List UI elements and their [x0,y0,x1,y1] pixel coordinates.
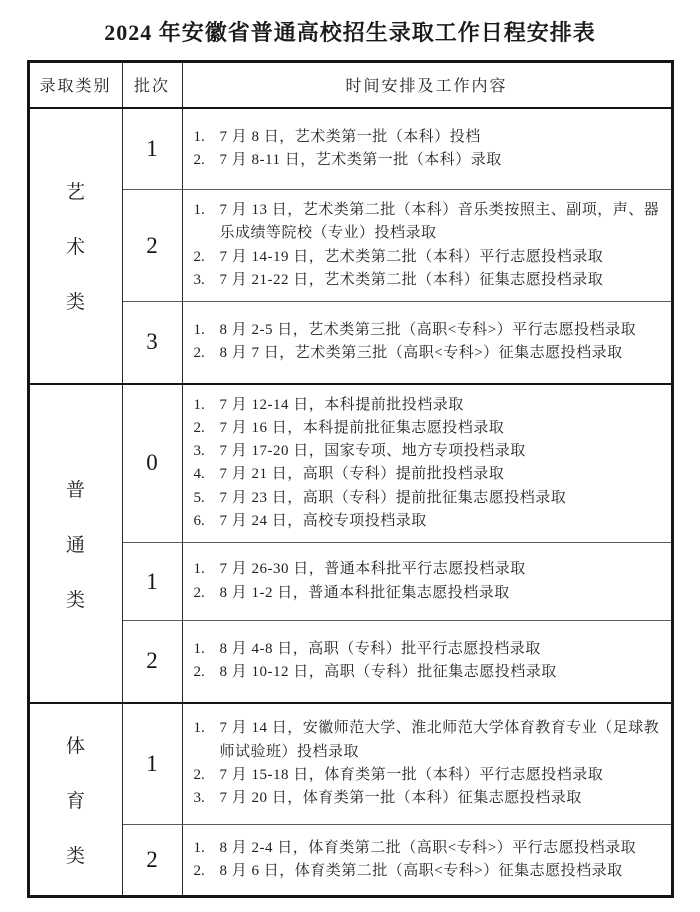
item-number: 1. [193,561,205,578]
schedule-item [194,269,665,292]
item-text: 7 月 14-19 日，艺术类第二批（本科）平行志愿投档录取 [219,248,604,265]
schedule-item [194,417,665,440]
category-char: 体 [65,735,85,757]
item-number: 2. [193,248,205,265]
item-text: 7 月 24 日，高校专项投档录取 [219,512,427,529]
batch-cell: 2 [122,190,182,302]
item-text: 7 月 15-18 日，体育类第一批（本科）平行志愿投档录取 [219,766,604,783]
category-cell [28,384,122,703]
schedule-item [194,126,665,149]
item-number: 1. [193,396,205,413]
batch-cell: 3 [122,302,182,384]
category-label [30,177,122,314]
schedule-item [194,860,665,883]
category-label [30,731,122,868]
category-cell [28,108,122,384]
item-number: 1. [193,839,205,856]
header-batch: 批次 [122,62,182,108]
schedule-item [194,510,665,533]
item-text: 8 月 2-4 日，体育类第二批（高职<专科>）平行志愿投档录取 [219,839,637,856]
item-number: 2. [193,419,205,436]
schedule-item [194,837,665,860]
schedule-item [194,717,665,764]
item-number: 4. [193,466,205,483]
item-text: 7 月 13 日，艺术类第二批（本科）音乐类按照主、副项，声、器乐成绩等院校（专业）投档录取 [219,202,660,242]
schedule-table [27,60,674,898]
content-cell [182,190,672,302]
table-row [28,825,672,897]
category-char: 术 [65,237,85,258]
item-number: 2. [193,766,205,783]
batch-cell: 1 [122,108,182,190]
table-row [28,108,672,190]
table-row [28,384,672,543]
item-number: 2. [193,584,205,601]
schedule-item [194,342,665,365]
item-number: 1. [193,720,205,737]
schedule-item [194,394,665,417]
batch-cell: 2 [122,621,182,703]
item-number: 2. [193,863,205,879]
content-cell [182,703,672,825]
batch-cell: 1 [122,543,182,621]
batch-cell: 2 [122,825,182,897]
content-cell [182,825,672,897]
item-number: 1. [193,202,205,218]
category-char: 艺 [65,182,85,203]
page-title: 2024 年安徽省普通高校招生录取工作日程安排表 [104,20,596,45]
category-char: 类 [65,589,85,611]
item-text: 7 月 16 日，本科提前批征集志愿投档录取 [219,419,505,436]
schedule-item [194,764,665,787]
item-number: 1. [193,641,205,657]
item-text: 7 月 26-30 日，普通本科批平行志愿投档录取 [219,561,526,578]
item-number: 2. [193,664,205,681]
batch-cell: 0 [122,384,182,543]
content-cell [182,302,672,384]
schedule-item [194,440,665,463]
table-row [28,302,672,384]
table-header-row [28,62,672,108]
schedule-item [194,149,665,172]
category-char: 类 [65,845,85,867]
header-content: 时间安排及工作内容 [182,62,672,108]
item-text: 7 月 17-20 日，国家专项、地方专项投档录取 [219,443,526,459]
item-text: 8 月 2-5 日，艺术类第三批（高职<专科>）平行志愿投档录取 [219,322,637,338]
item-number: 1. [193,322,205,338]
schedule-item [194,246,665,269]
item-text: 7 月 14 日，安徽师范大学、淮北师范大学体育教育专业（足球教师试验班）投档录取 [219,720,660,760]
item-text: 7 月 8 日，艺术类第一批（本科）投档 [219,128,481,145]
item-text: 8 月 1-2 日，普通本科批征集志愿投档录取 [219,584,510,601]
content-cell [182,543,672,621]
schedule-item [194,787,665,810]
category-cell [28,703,122,897]
schedule-item [194,487,665,510]
schedule-item [194,319,665,342]
item-number: 5. [193,489,205,506]
item-text: 8 月 6 日，体育类第二批（高职<专科>）征集志愿投档录取 [219,863,623,879]
item-number: 1. [193,128,205,145]
batch-cell: 1 [122,703,182,825]
category-char: 普 [65,479,85,501]
item-text: 7 月 21 日，高职（专科）提前批投档录取 [219,466,505,483]
table-row [28,190,672,302]
item-number: 2. [193,151,205,168]
category-char: 育 [65,790,85,812]
schedule-item [194,661,665,684]
table-body [28,108,672,897]
schedule-item [194,199,665,246]
item-number: 3. [193,443,205,459]
schedule-item [194,463,665,486]
header-category: 录取类别 [28,62,122,108]
table-row [28,621,672,703]
content-cell [182,108,672,190]
item-text: 7 月 21-22 日，艺术类第二批（本科）征集志愿投档录取 [219,271,604,288]
item-number: 3. [193,790,205,806]
content-cell [182,621,672,703]
item-text: 8 月 10-12 日，高职（专科）批征集志愿投档录取 [219,664,557,681]
item-text: 7 月 23 日，高职（专科）提前批征集志愿投档录取 [219,489,567,506]
item-text: 8 月 4-8 日，高职（专科）批平行志愿投档录取 [219,641,541,657]
item-number: 3. [193,271,205,288]
content-cell [182,384,672,543]
item-text: 8 月 7 日，艺术类第三批（高职<专科>）征集志愿投档录取 [219,345,623,362]
item-text: 7 月 8-11 日，艺术类第一批（本科）录取 [219,151,502,168]
item-text: 7 月 20 日，体育类第一批（本科）征集志愿投档录取 [219,790,582,806]
category-label [30,475,122,612]
table-row [28,703,672,825]
item-number: 6. [193,512,205,529]
category-char: 通 [65,534,85,556]
schedule-item [194,582,665,605]
category-char: 类 [65,292,85,313]
item-number: 2. [193,345,205,362]
item-text: 7 月 12-14 日，本科提前批投档录取 [219,396,464,413]
schedule-item [194,558,665,581]
table-row [28,543,672,621]
schedule-item [194,638,665,661]
